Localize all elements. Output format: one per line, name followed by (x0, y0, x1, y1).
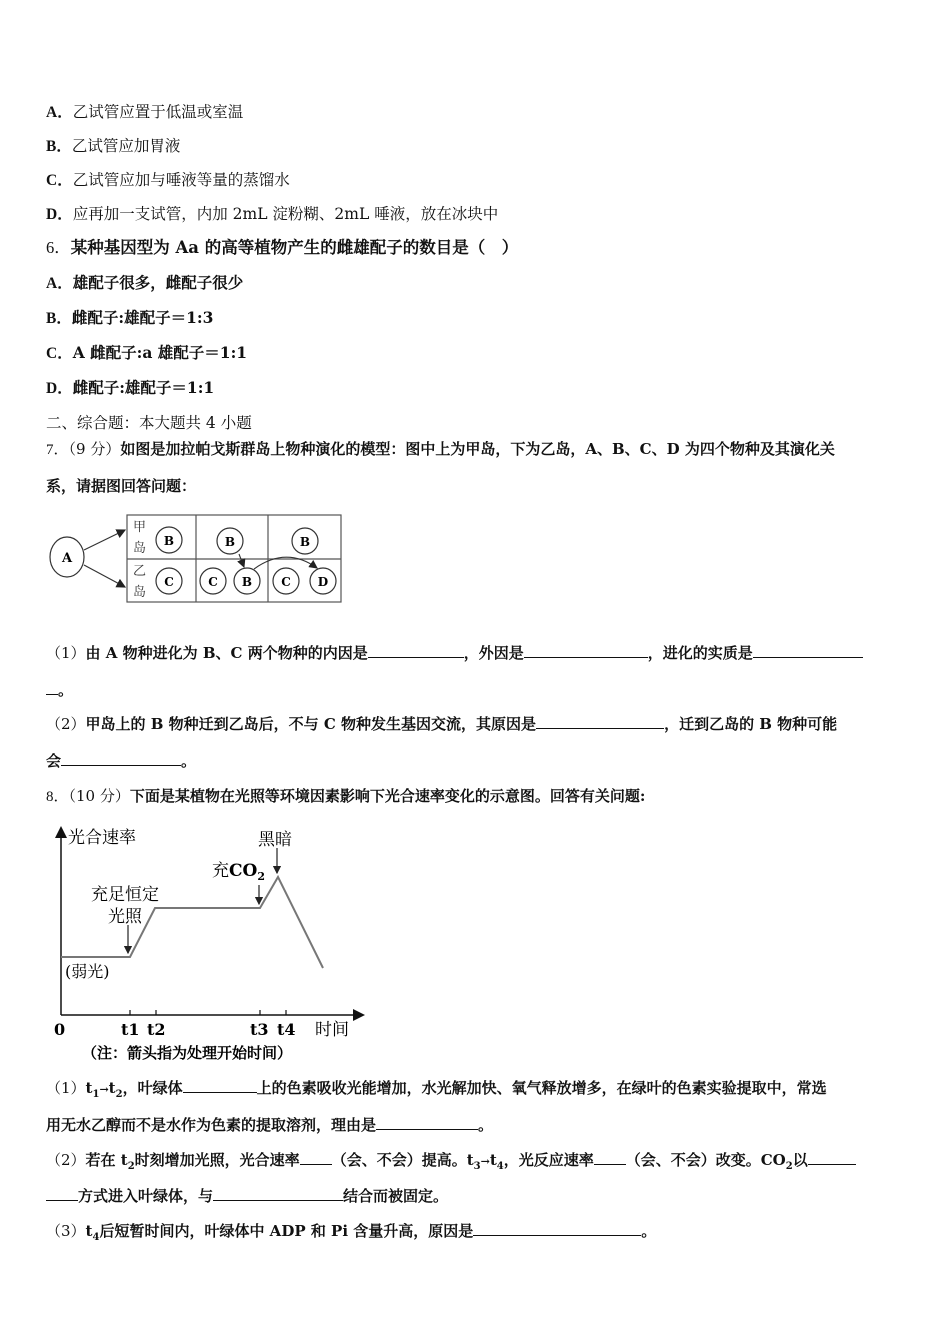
annotation-light-line1: 充足恒定 (91, 885, 159, 905)
q5-option-a: A．乙试管应置于低温或室温 (46, 103, 244, 121)
svg-text:C: C (281, 575, 291, 589)
q8-sub3: $(3)t_4$后短暂时间内，叶绿体中 ADP 和 Pi 含量升高，原因是 。 (46, 1222, 657, 1243)
answer-blank[interactable] (46, 680, 58, 695)
answer-blank[interactable] (594, 1150, 626, 1165)
svg-text:t3: t3 (250, 1020, 269, 1039)
svg-text:C: C (164, 575, 174, 589)
answer-blank[interactable] (376, 1115, 478, 1130)
q8-sub2-line1: （2）若在 $t_2$时刻增加光照，光合速率 （会、不会）提高。$t_3\to t_4$，光反应速率 （会、不会）改变。$CO_2$以 (46, 1150, 856, 1177)
q8-stem: 8．（10 分）下面是某植物在光照等环境因素影响下光合速率变化的示意图。回答有关问题: (46, 787, 646, 805)
section-heading: 二、综合题：本大题共 4 小题 (46, 414, 252, 432)
svg-text:A: A (61, 551, 73, 566)
q7-sub2-line2: 会 。 (46, 752, 197, 770)
q6-stem: 6．某种基因型为 Aa 的高等植物产生的雌雄配子的数目是（ ） (46, 238, 519, 257)
q8-sub1-line1: $(1)t_1\to t_2$，叶绿体 上的色素吸收光能增加，水光解加快、氧气释放增多，在绿叶的色素实验提取中，常选 (46, 1079, 827, 1100)
q7-sub2-line1: （2）甲岛上的 B 物种迁到乙岛后，不与 C 物种发生基因交流，其原因是 ，迁到乙岛的 B 物种可能 (46, 715, 838, 733)
answer-blank[interactable] (536, 714, 664, 729)
svg-text:D: D (317, 575, 329, 589)
svg-text:黑暗: 黑暗 (258, 830, 292, 850)
q7-stem-line1: 7．（9 分）如图是加拉帕戈斯群岛上物种演化的模型：图中上为甲岛，下为乙岛，A、B、C、D 为四个物种及其演化关 (46, 440, 835, 458)
svg-text:岛: 岛 (133, 585, 147, 600)
answer-blank[interactable] (368, 643, 464, 658)
svg-text:C: C (208, 575, 218, 589)
q5-option-d: D．应再加一支试管，内加 2mL 淀粉糊、2mL 唾液，放在冰块中 (46, 205, 499, 223)
svg-text:岛: 岛 (133, 541, 147, 556)
q6-option-a: A．雄配子很多，雌配子很少 (46, 273, 244, 292)
q8-sub2-line2: 方式进入叶绿体，与 结合而被固定。 (46, 1186, 448, 1206)
answer-blank[interactable] (300, 1150, 332, 1165)
svg-text:B: B (299, 535, 311, 549)
svg-text:t4: t4 (277, 1020, 296, 1039)
svg-text:t2: t2 (147, 1020, 166, 1039)
answer-blank[interactable] (753, 643, 863, 658)
answer-blank[interactable] (46, 1186, 78, 1201)
q6-option-d: D．雌配子:雄配子＝1:1 (46, 378, 215, 397)
q7-sub1-line2: 。 (46, 680, 73, 700)
q5-option-b: B．乙试管应加胃液 (46, 137, 181, 155)
answer-blank[interactable] (61, 751, 181, 766)
svg-text:光合速率: 光合速率 (68, 828, 136, 848)
answer-blank[interactable] (183, 1078, 257, 1093)
svg-text:（注：箭头指为处理开始时间）: （注：箭头指为处理开始时间） (82, 1044, 293, 1062)
q5-option-c: C．乙试管应加与唾液等量的蒸馏水 (46, 171, 290, 189)
q8-sub1-line2: 用无水乙醇而不是水作为色素的提取溶剂，理由是 。 (46, 1116, 494, 1134)
svg-text:t1: t1 (121, 1020, 140, 1039)
svg-text:(弱光): (弱光) (65, 962, 110, 981)
photosynthesis-rate-chart (40, 815, 380, 1070)
svg-text:乙: 乙 (133, 564, 147, 579)
speciation-diagram (46, 510, 346, 610)
svg-text:甲: 甲 (133, 520, 147, 535)
svg-text:B: B (163, 534, 175, 548)
q6-option-b: B．雌配子:雄配子＝1:3 (46, 308, 214, 327)
q7-sub1-line1: （1）由 A 物种进化为 B、C 两个物种的内因是 ，外因是 ，进化的实质是 (46, 643, 863, 663)
answer-blank[interactable] (808, 1150, 856, 1165)
svg-text:0: 0 (54, 1020, 66, 1039)
q6-option-c: C．A 雌配子:a 雄配子＝1:1 (46, 343, 248, 362)
answer-blank[interactable] (473, 1221, 641, 1236)
q7-stem-line2: 系，请据图回答问题： (46, 477, 197, 495)
svg-text:B: B (224, 535, 236, 549)
svg-text:时间: 时间 (315, 1020, 349, 1040)
annotation-co2: 充$CO_2$ (212, 861, 265, 883)
annotation-light-line2: 光照 (108, 907, 142, 927)
answer-blank[interactable] (524, 643, 648, 658)
answer-blank[interactable] (213, 1186, 343, 1201)
svg-text:B: B (241, 575, 253, 589)
